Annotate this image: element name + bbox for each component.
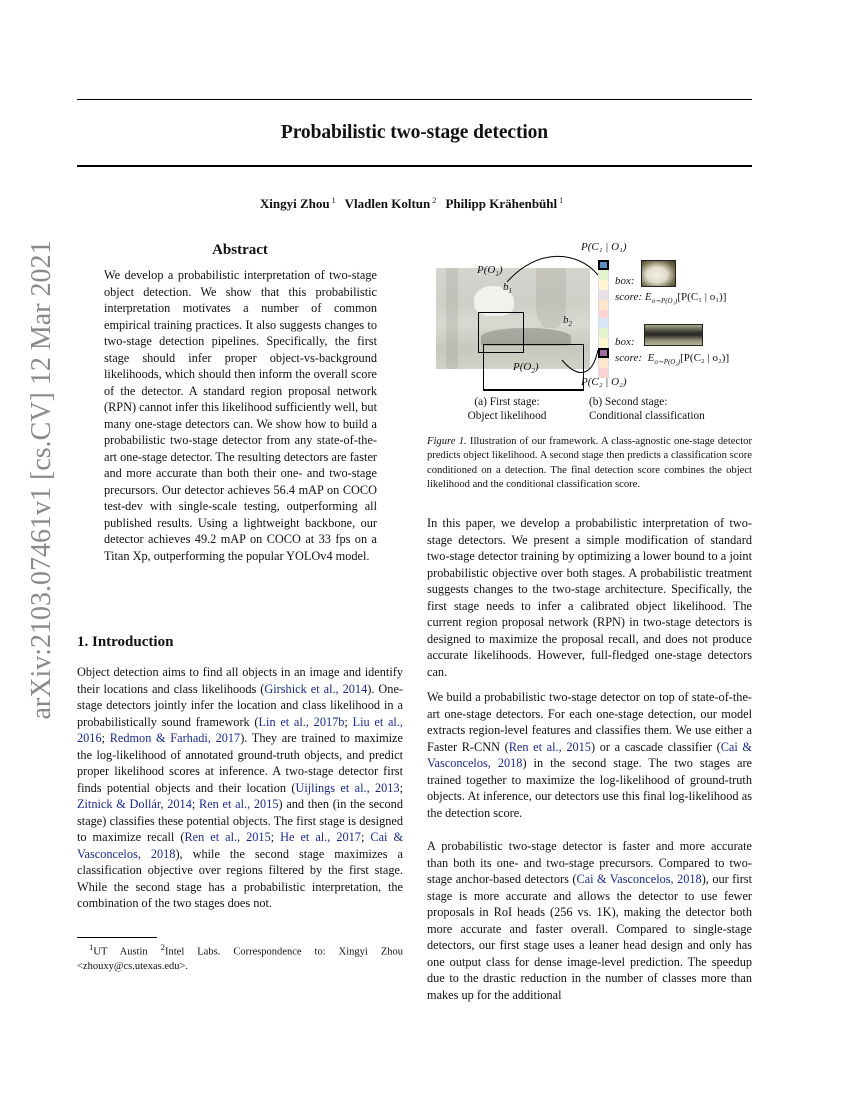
author-affiliation: 2 [432,196,437,205]
paper-title: Probabilistic two-stage detection [280,122,549,143]
author-list [77,196,752,212]
score-expression-2: score: $E_{o\sim P(O_2)}[P(C_2$ | o₂)] [615,352,730,367]
paragraph-text: ), while the second stage maximizes a classification objective over regions filtered by the first stage. While the second stage has a probabilistic interpretation, the combination of the two stages does not. [77,846,403,910]
citation-link[interactable]: Redmon & Farhadi, 2017 [109,731,241,745]
score-expression-1: score: $E_{o\sim P(O_1)}[P(C_1$ | o₁)] [615,291,727,306]
citation-link[interactable]: Liu et al., 2016 [77,714,404,745]
label-p-o1: $P(O_1)$ [477,264,503,279]
label-p-o2: $P(O_2)$ [513,361,539,376]
body-paragraph: In this paper, we develop a probabilistic interpretation of two-stage detectors. We present a simple modification of standard two-stage detector training by optimizing a lower bound to a joint probabilistic objective over both stages. A probabilistic treatment suggests changes to the two-stage architecture. Specifically, the first stage needs to infer a calibrated object likelihood. The current region proposal network (RPN) in two-stage detectors is designed to maximize the proposal recall, and does not produce accurate likelihoods. However, full-fledged one-stage detectors can. [427,516,752,679]
citation-link[interactable]: Girshick et al., 2014 [264,681,368,696]
paragraph-text: ) and then (in the second stage) classifies these potential objects. The first stage is designed to maximize recall ( [77,797,403,844]
abstract-text: We develop a probabilistic interpretation of two-stage object detection. We show that this probabilistic interpretation motivates a number of common empirical training practices. It also suggests changes to two-stage detection pipelines. Specifically, the first stage should infer proper object-vs-background likelihoods, which should then inform the overall score of the detector. A standard region proposal network (RPN) cannot infer this likelihood sufficiently well, but many one-stage detectors can. We show how to build a probabilistic two-stage detector from any state-of-the-art one-stage detector. The resulting detectors are faster and more accurate than both their one- and two-stage precursors. Our detector achieves 56.4 mAP on COCO test-dev with single-scale testing, outperforming all published results. Using a lightweight backbone, our detector achieves 49.2 mAP on COCO at 33 fps on a Titan Xp, outperforming the popular YOLOv4 model. [104,268,377,563]
paragraph-text: ) or a cascade classifier ( [590,739,721,754]
footnote-mark: 1 [89,942,94,952]
figure-caption-text: Illustration of our framework. A class-agnostic one-stage detector predicts object likelihood. A second stage then predicts a classification score conditioned on a detection. The final detection score combines the object likelihood and the conditional classification score. [427,436,752,490]
paragraph-text: ; [399,780,403,795]
footnote [77,940,403,974]
arxiv-identifier-stamp: arXiv:2103.07461v1 [cs.CV] 12 Mar 2021 [26,240,57,720]
citation-link[interactable]: Cai & Vasconcelos, 2018 [77,830,404,861]
author-affiliation: 1 [559,196,564,205]
author-name: Vladlen Koltun [344,196,431,211]
footnote-mark: 2 [160,942,166,952]
box-label-1: box: [615,275,635,287]
paragraph-text: Object detection aims to find all objects in an image and identify their locations and class likelihoods ( [77,665,403,696]
paragraph-text: ) in the second stage. The two stages are trained together to maximize the log-likelihood of ground-truth objects. At inference, our detectors use this final log-likelihood as the detection score. [427,756,752,820]
intro-paragraph [77,664,403,912]
subcaption-a: (a) First stage: Object likelihood [467,396,547,422]
body-paragraph [427,689,752,821]
citation-link[interactable]: Uijlings et al., 2013 [295,780,400,795]
author-affiliation: 1 [331,196,336,205]
paragraph-text: ; [270,830,281,844]
class-probability-bars-2 [598,318,609,378]
citation-link[interactable]: Ren et al., 2015 [508,739,591,754]
class-cell [598,300,609,310]
class-cell [598,328,609,338]
label-p-c2-given-o2: P(C₂ | O₂) [581,376,627,388]
citation-link[interactable]: Ren et al., 2015 [184,830,271,844]
footnote-affiliation-1: UT Austin [93,946,161,958]
footnote-rule [77,937,157,938]
box-label-2: box: [615,336,635,348]
figure-number: Figure 1. [427,436,467,447]
class-cell [598,338,609,348]
figure-1 [427,238,752,428]
footnote-affiliation-2: Intel Labs. Correspondence to: Xingyi Zhou <zhouxy@cs.utexas.edu>. [77,946,403,972]
citation-link[interactable]: Ren et al., 2015 [199,797,279,811]
title-top-rule [77,99,752,100]
connector-curve-2 [562,350,598,372]
section-heading-introduction: 1. Introduction [77,634,174,650]
paragraph-text: We build a probabilistic two-stage detector on top of state-of-the-art one-stage detectors. For each one-stage detection, our model extracts region-level features and classifies them. We use either a Faster R-CNN ( [427,690,752,754]
subcaption-b: (b) Second stage: Conditional classification [589,396,705,422]
citation-link[interactable]: Zitnick & Dollár, 2014 [77,797,192,811]
selected-class-cell [598,260,609,270]
class-cell [598,318,609,328]
class-cell [598,358,609,368]
selected-class-cell [598,348,609,358]
paragraph-text: ; [191,797,200,811]
connector-curve-1 [507,256,598,282]
paragraph-text: ). They are trained to maximize the log-likelihood of annotated ground-truth objects, and predict proper likelihood scores at inference. A two-stage detector first finds potential objects and their location ( [77,731,403,795]
body-paragraph [427,838,752,1003]
author-name: Xingyi Zhou [259,196,330,211]
paragraph-text: ; [360,830,371,844]
class-cell [598,270,609,280]
paragraph-text: ; [101,731,110,745]
class-cell [598,280,609,290]
crop-thumbnail-bird [644,324,703,346]
citation-link[interactable]: Cai & Vasconcelos, 2018 [576,872,702,886]
citation-link[interactable]: He et al., 2017 [280,830,361,844]
paragraph-text: ). One-stage detectors jointly infer the location and class likelihood in a probabilistically sound framework ( [77,681,403,729]
paragraph-text: A probabilistic two-stage detector is faster and more accurate than both its one- and two-stage precursors. Compared to two-stage anchor-based detectors ( [427,839,752,886]
class-probability-bars-1 [598,260,609,320]
abstract-heading: Abstract [212,242,268,258]
crop-thumbnail-polar-bear [641,260,676,287]
label-b2: $b_2$ [563,314,572,329]
citation-link[interactable]: Cai & Vasconcelos, 2018 [427,739,752,770]
class-cell [598,290,609,300]
label-b1: $b_1$ [503,281,512,296]
paragraph-text: ; [344,714,353,729]
citation-link[interactable]: Lin et al., 2017b [258,714,345,729]
figure-caption [427,435,752,492]
label-p-c1-given-o1: P(C₁ | O₁) [581,241,627,253]
title-bottom-rule [77,165,752,167]
author-name: Philipp Krähenbühl [445,196,558,211]
paragraph-text: ), our first stage is more accurate and allows the detector to use fewer proposals in RoI heads (256 vs. 1K), making the detector both more accurate and faster overall. Compared to single-stage detectors, our first stage uses a leaner head design and only has one output class for dense image-level prediction. The speedup due to the drastic reduction in the number of classes more than makes up for the additional [427,872,752,1002]
